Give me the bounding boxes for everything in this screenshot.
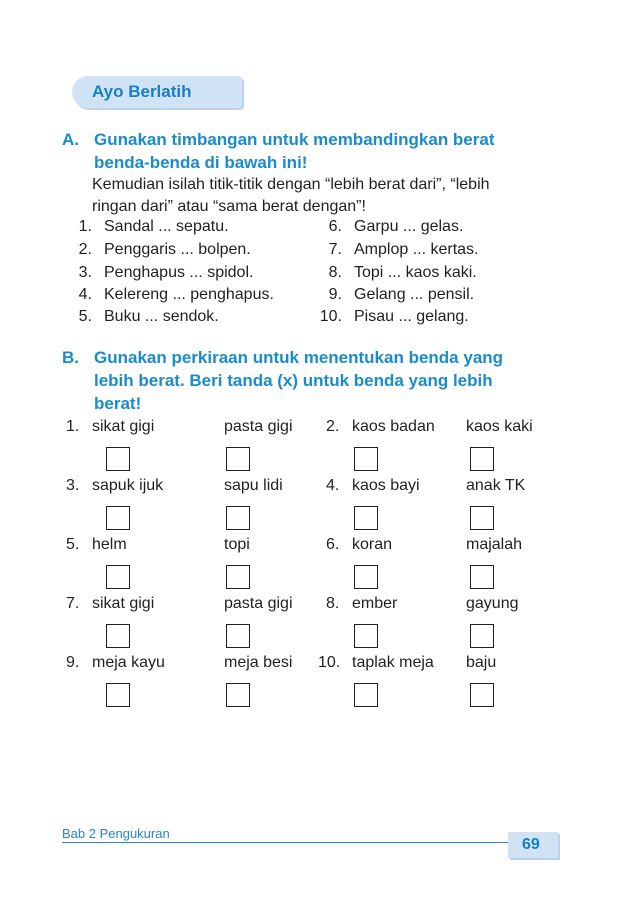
section-b-heading-line-2: lebih berat. Beri tanda (x) untuk benda yang lebih xyxy=(94,371,493,390)
answer-checkbox[interactable] xyxy=(106,565,130,589)
section-a-heading xyxy=(62,128,562,174)
item-number: 10. xyxy=(318,654,341,671)
section-b-heading xyxy=(62,346,582,415)
item-number: 9. xyxy=(66,654,80,671)
answer-checkbox[interactable] xyxy=(470,447,494,471)
answer-checkbox[interactable] xyxy=(226,565,250,589)
item-number: 5. xyxy=(66,536,80,553)
section-b-letter: B. xyxy=(62,348,79,367)
section-b-heading-line-3: berat! xyxy=(94,394,142,413)
answer-checkbox[interactable] xyxy=(354,565,378,589)
item-label: sapuk ijuk xyxy=(92,477,164,494)
answer-checkbox[interactable] xyxy=(106,506,130,530)
section-a-instruction-line-1: Kemudian isilah titik-titik dengan “lebih berat dari”, “lebih xyxy=(92,176,490,193)
item-number: 6. xyxy=(326,536,340,553)
item-number: 4. xyxy=(326,477,340,494)
answer-checkbox[interactable] xyxy=(354,624,378,648)
answer-checkbox[interactable] xyxy=(354,447,378,471)
answer-checkbox[interactable] xyxy=(354,506,378,530)
item-number: 2. xyxy=(326,418,340,435)
item-label: baju xyxy=(466,654,497,671)
section-a-instruction-line-2: ringan dari” atau “sama berat dengan”! xyxy=(92,198,366,215)
item-label: koran xyxy=(352,536,393,553)
item-number: 3. xyxy=(66,477,80,494)
answer-checkbox[interactable] xyxy=(226,624,250,648)
item-label: anak TK xyxy=(466,477,526,494)
section-a-heading-line-2: benda-benda di bawah ini! xyxy=(94,153,308,172)
chapter-label: Bab 2 Pengukuran xyxy=(62,826,170,841)
item-label: gayung xyxy=(466,595,519,612)
answer-checkbox[interactable] xyxy=(354,683,378,707)
item-label: meja besi xyxy=(224,654,293,671)
item-number: 8. xyxy=(326,595,340,612)
badge-label: Ayo Berlatih xyxy=(92,82,192,101)
answer-checkbox[interactable] xyxy=(226,683,250,707)
item-label: helm xyxy=(92,536,127,553)
item-label: pasta gigi xyxy=(224,418,293,435)
item-label: taplak meja xyxy=(352,654,434,671)
answer-checkbox[interactable] xyxy=(106,447,130,471)
item-label: sikat gigi xyxy=(92,595,155,612)
answer-checkbox[interactable] xyxy=(106,683,130,707)
item-label: pasta gigi xyxy=(224,595,293,612)
section-a-letter: A. xyxy=(62,130,79,149)
item-label: ember xyxy=(352,595,398,612)
section-b-heading-line-1: Gunakan perkiraan untuk menentukan benda yang xyxy=(94,348,504,367)
item-label: kaos bayi xyxy=(352,477,420,494)
exercise-badge xyxy=(72,76,242,108)
item-number: 7. xyxy=(66,595,80,612)
footer-divider xyxy=(62,842,510,843)
answer-checkbox[interactable] xyxy=(470,506,494,530)
answer-checkbox[interactable] xyxy=(106,624,130,648)
item-label: majalah xyxy=(466,536,523,553)
page-number-tab xyxy=(508,832,558,858)
item-number: 1. xyxy=(66,418,80,435)
page-number: 69 xyxy=(522,836,540,853)
answer-checkbox[interactable] xyxy=(470,565,494,589)
item-label: sapu lidi xyxy=(224,477,283,494)
answer-checkbox[interactable] xyxy=(226,506,250,530)
answer-checkbox[interactable] xyxy=(470,624,494,648)
answer-checkbox[interactable] xyxy=(470,683,494,707)
section-a-heading-line-1: Gunakan timbangan untuk membandingkan berat xyxy=(94,130,495,149)
item-label: kaos badan xyxy=(352,418,435,435)
item-label: meja kayu xyxy=(92,654,165,671)
item-label: kaos kaki xyxy=(466,418,533,435)
answer-checkbox[interactable] xyxy=(226,447,250,471)
item-label: sikat gigi xyxy=(92,418,155,435)
item-label: topi xyxy=(224,536,250,553)
